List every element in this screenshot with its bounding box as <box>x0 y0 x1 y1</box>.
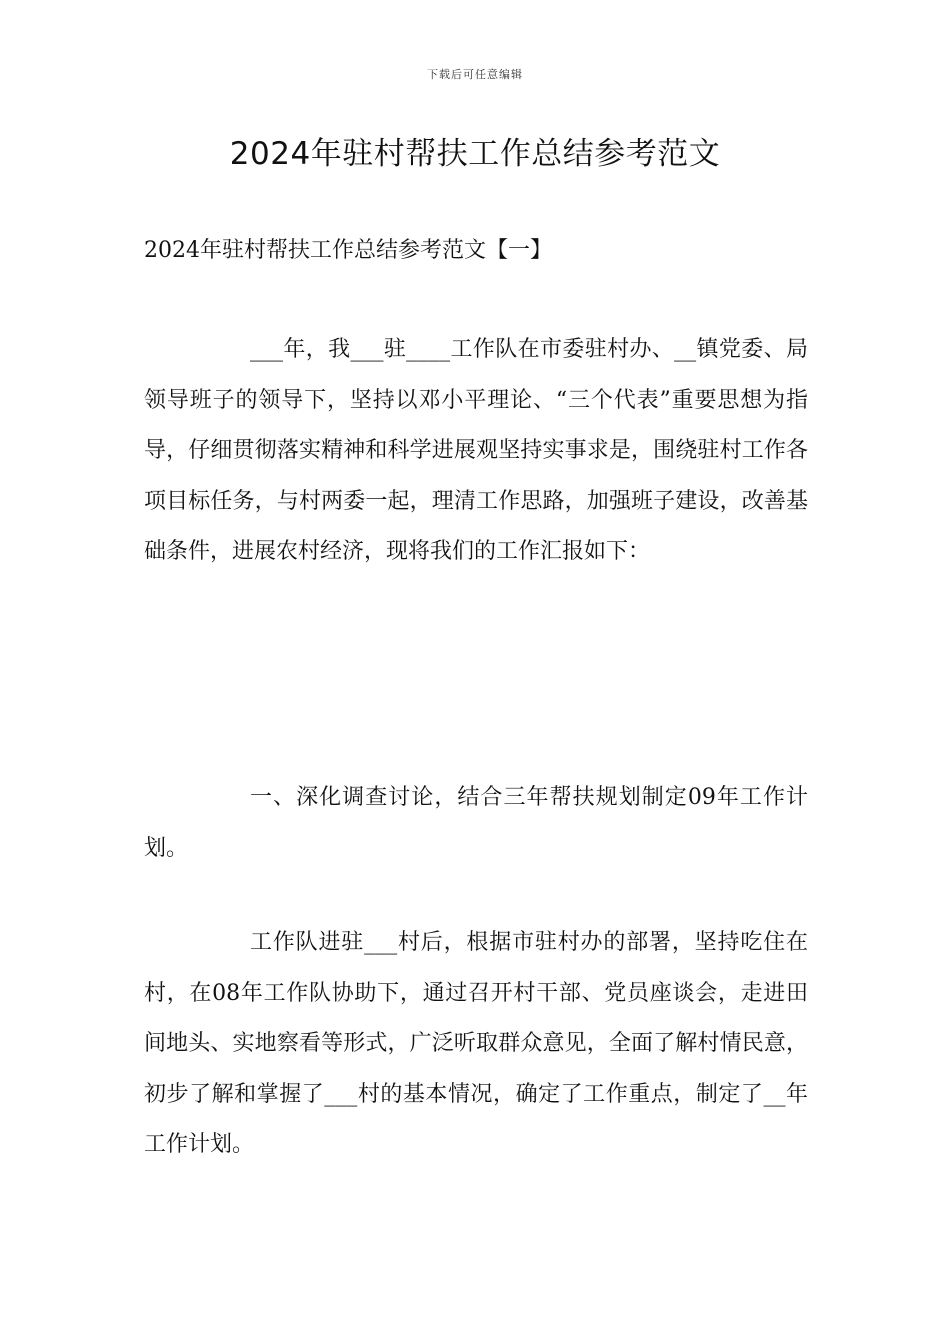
paragraph-intro: ___年，我___驻____工作队在市委驻村办、__镇党委、局领导班子的领导下，坚持以邓小平理论、“三个代表”重要思想为指导，仔细贯彻落实精神和科学进展观坚持实事求是，围绕驻村工作各项目标任务，与村两委一起，理清工作思路，加强班子建设，改善基础条件，进展农村经济，现将我们的工作汇报如下： <box>144 337 808 564</box>
paragraph-heading-one: 一、深化调查讨论，结合三年帮扶规划制定09年工作计划。 <box>144 785 808 861</box>
paragraph-body: 工作队进驻___村后，根据市驻村办的部署，坚持吃住在村，在08年工作队协助下，通过召开村干部、党员座谈会，走进田间地头、实地察看等形式，广泛听取群众意见，全面了解村情民意，初步了解和掌握了___村的基本情况，确定了工作重点，制定了__年工作计划。 <box>144 930 808 1157</box>
header-note: 下载后可任意编辑 <box>427 68 523 81</box>
document-title: 2024年驻村帮扶工作总结参考范文 <box>229 136 721 172</box>
section-subtitle: 2024年驻村帮扶工作总结参考范文【一】 <box>144 238 552 263</box>
